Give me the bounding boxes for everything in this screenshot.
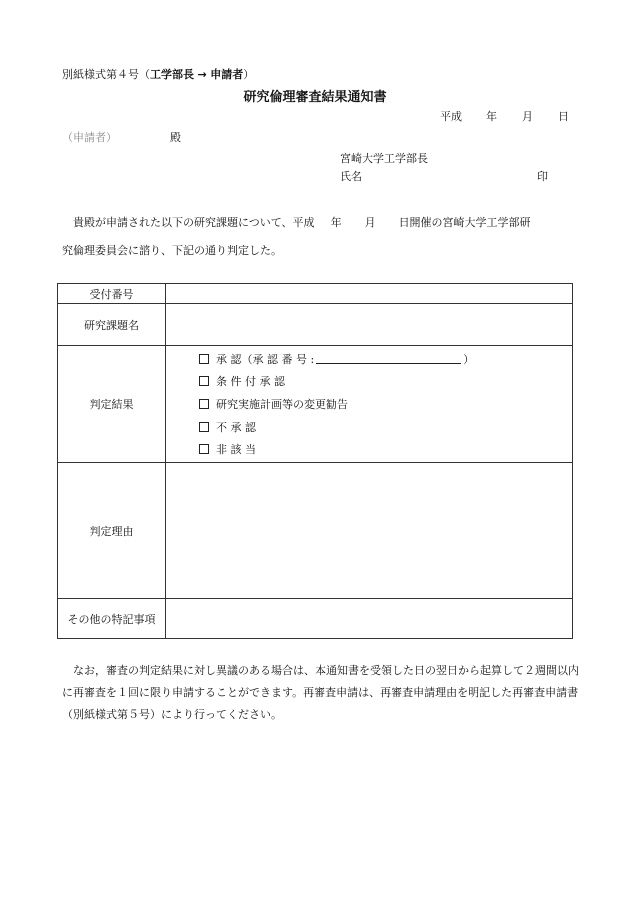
date-year-unit: 年: [486, 110, 497, 123]
judgment-options: [166, 346, 573, 463]
addressee: [62, 129, 117, 145]
body-month-unit: 月: [364, 216, 376, 229]
option-change-advice[interactable]: [166, 393, 572, 416]
route-from: 工学部長: [150, 68, 194, 81]
document-title: 研究倫理審査結果通知書: [243, 90, 387, 105]
appeal-note: なお，審査の判定結果に対し異議のある場合は、本通知書を受領した日の翌日から起算して２週間以内に再審査を１回に限り申請することができます。再審査申請は、再審査申請理由を明記した再審査申請書（別紙様式第５号）により行ってください。: [62, 664, 579, 721]
other-notes-row: [58, 599, 573, 639]
checkbox-icon[interactable]: [199, 399, 209, 409]
route-to: 申請者: [210, 68, 244, 81]
body-text-a: 貴殿が申請された以下の研究課題について、平成: [73, 216, 315, 229]
other-notes-field[interactable]: [166, 599, 573, 639]
reason-label: 判定理由: [58, 463, 166, 599]
option-not-approved-label: 不 承 認: [216, 420, 256, 434]
issuer-name-label: 氏名: [340, 170, 362, 183]
date-era: 平成: [440, 110, 462, 123]
applicant-placeholder: （申請者）: [62, 131, 117, 144]
receipt-number-row: [58, 284, 573, 304]
option-not-applicable-label: 非 該 当: [216, 443, 256, 457]
research-title-field[interactable]: [166, 304, 573, 346]
research-title-row: [58, 304, 573, 346]
review-result-table: [57, 283, 573, 639]
seal-mark: 印: [537, 170, 548, 183]
approval-number-blank[interactable]: [316, 353, 461, 364]
form-number-suffix: ）: [243, 68, 255, 81]
option-approved[interactable]: [166, 348, 572, 371]
date-month-unit: 月: [522, 110, 533, 123]
option-conditional[interactable]: [166, 370, 572, 393]
checkbox-icon[interactable]: [199, 354, 209, 364]
judgment-label: 判定結果: [58, 346, 166, 463]
checkbox-icon[interactable]: [199, 422, 209, 432]
reason-field[interactable]: [166, 463, 573, 599]
form-number-prefix: 別紙様式第４号（: [62, 68, 150, 81]
research-title-label: 研究課題名: [58, 304, 166, 346]
option-conditional-label: 条 件 付 承 認: [216, 375, 285, 389]
option-not-approved[interactable]: [166, 415, 572, 438]
receipt-number-label: 受付番号: [58, 284, 166, 304]
date-day-unit: 日: [558, 110, 569, 123]
reason-row: [58, 463, 573, 599]
issuer-organization: 宮崎大学工学部長: [340, 152, 428, 165]
other-notes-label: その他の特記事項: [58, 599, 166, 639]
receipt-number-field[interactable]: [166, 284, 573, 304]
checkbox-icon[interactable]: [199, 444, 209, 454]
judgment-row: [58, 346, 573, 463]
body-text-b: 日開催の宮崎大学工学部研: [398, 216, 531, 229]
option-approved-label: 承 認（承 認 番 号 :: [216, 352, 315, 366]
form-number: [62, 66, 254, 82]
option-change-advice-label: 研究実施計画等の変更勧告: [216, 398, 348, 411]
body-line-1: [62, 214, 582, 230]
checkbox-icon[interactable]: [199, 376, 209, 386]
body-year-unit: 年: [330, 216, 342, 229]
honorific: 殿: [170, 131, 181, 144]
route-arrow: →: [197, 68, 207, 81]
body-line-2: 究倫理委員会に諮り、下記の通り判定した。: [62, 244, 282, 257]
option-approved-close: ）: [463, 352, 475, 366]
option-not-applicable[interactable]: [166, 438, 572, 461]
